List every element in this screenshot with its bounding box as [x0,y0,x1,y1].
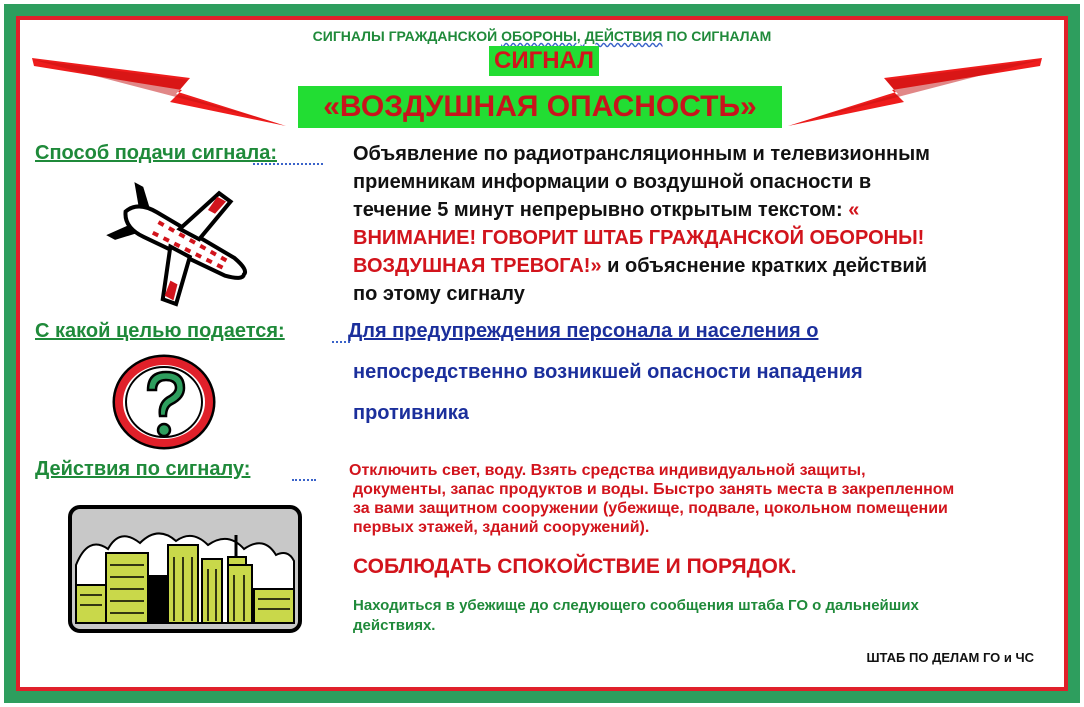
city-skyline-icon [68,505,302,633]
spellcheck-underline [292,476,316,481]
signal-label: СИГНАЛ [489,46,599,76]
purpose-line-2: непосредственно возникшей опасности нападения [353,361,863,383]
section-title-signal-method: Способ подачи сигнала: [35,142,277,164]
lightning-bolt-icon [782,52,1044,132]
keep-calm-emphasis: СОБЛЮДАТЬ СПОКОЙСТВИЕ И ПОРЯДОК. [353,555,797,578]
section-title-purpose: С какой целью подается: [35,320,285,342]
spellcheck-underline [253,160,323,165]
purpose-line-1: Для предупреждения персонала и населения о [348,320,819,342]
purpose-line-3: противника [353,402,469,424]
signal-method-text: Объявление по радиотрансляционным и телевизионным приемникам информации о воздушной опасности в течение 5 минут непрерывно открытым текстом: « ВНИМАНИЕ! ГОВОРИТ ШТАБ ГРАЖДАНСКОЙ ОБОРОНЫ! ВОЗДУШНАЯ ТРЕВОГА!» и объяснение кратких действий по этому сигналу [353,143,930,305]
shelter-instructions: Находиться в убежище до следующего сообщения штаба ГО о дальнейших действиях. [353,597,919,634]
airplane-icon [106,172,260,312]
lightning-bolt-icon [30,52,292,132]
signal-name-title: «ВОЗДУШНАЯ ОПАСНОСТЬ» [298,86,782,128]
section-title-actions: Действия по сигналу: [35,458,251,480]
poster-header: СИГНАЛЫ ГРАЖДАНСКОЙ ОБОРОНЫ, ДЕЙСТВИЯ ПО СИГНАЛАМ [312,28,772,44]
question-sign-icon [108,350,220,454]
actions-red-text: Отключить свет, воду. Взять средства индивидуальной защиты, документы, запас продуктов и воды. Быстро занять места в закрепленном за вами защитном сооружении (убежище, подвале, цокольном помещении первых этажей, зданий сооружений). [349,462,955,536]
footer-signature: ШТАБ ПО ДЕЛАМ ГО и ЧС [866,650,1034,665]
